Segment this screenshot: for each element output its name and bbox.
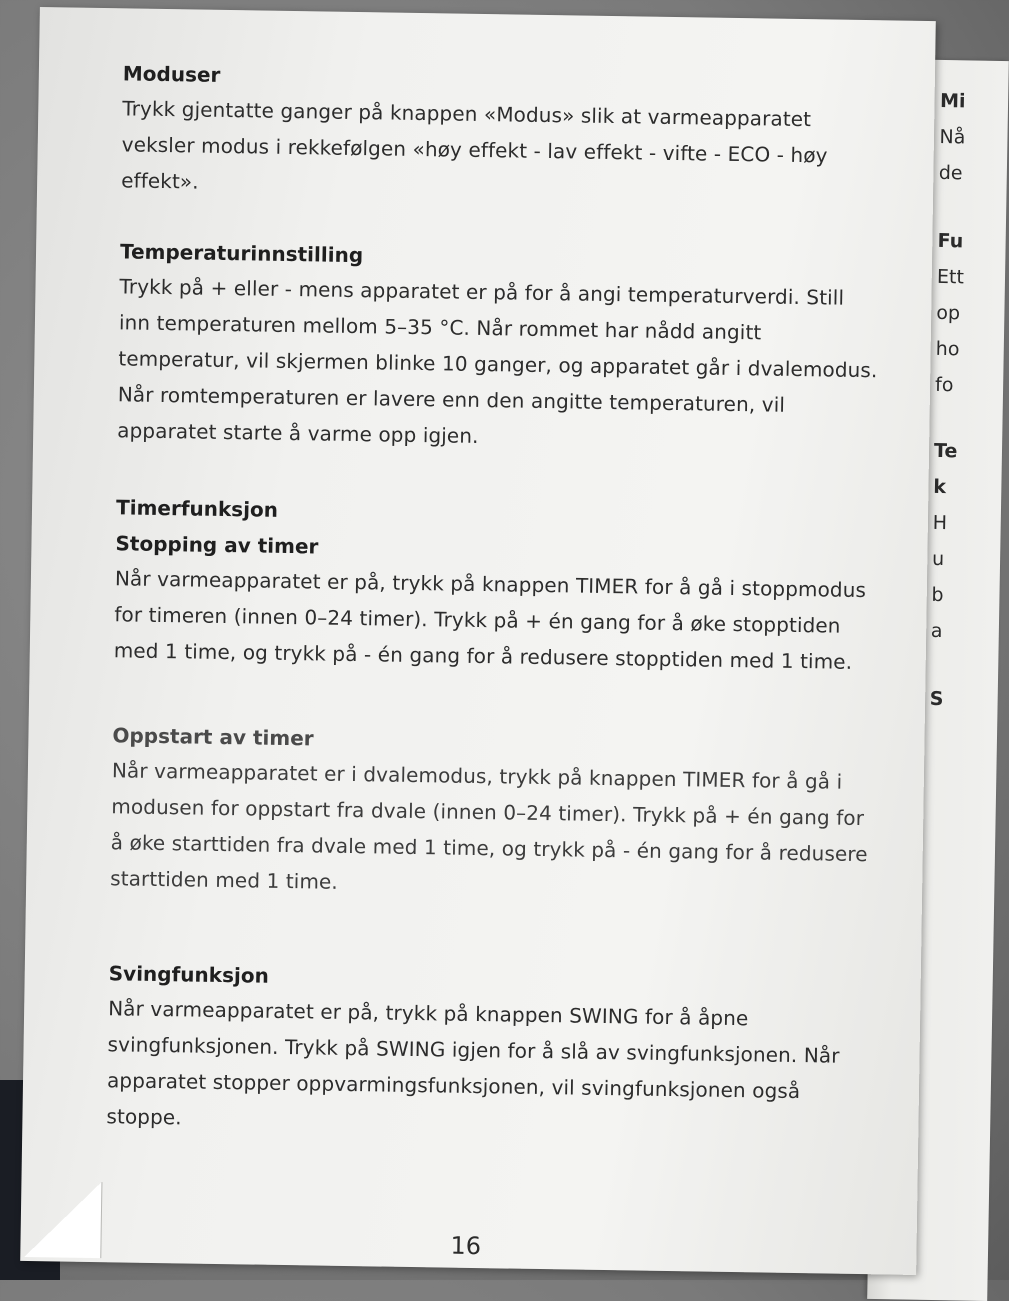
right-page-fragment: fo xyxy=(934,373,954,397)
folded-corner xyxy=(24,1181,102,1258)
right-page-fragment: S xyxy=(929,687,944,711)
section-moduser xyxy=(121,58,883,210)
right-page-fragment: de xyxy=(938,161,963,185)
right-page-fragment: Te xyxy=(933,439,958,463)
section-temperatur xyxy=(117,236,880,460)
right-page-fragment: u xyxy=(931,547,945,571)
section-body: Når varmeapparatet er i dvalemodus, trykk på knappen TIMER for å gå i modusen for oppstart fra dvale (innen 0–24 timer). Trykk på + én gang for å øke starttiden fra dvale med 1 time, og trykk på - én gang for å redusere starttiden med 1 time. xyxy=(110,758,868,894)
right-page-fragment: a xyxy=(930,619,943,643)
manual-page xyxy=(20,7,936,1275)
section-heading: Svingfunksjon xyxy=(108,961,269,988)
right-page-fragment: Nå xyxy=(939,125,966,149)
section-body: Trykk på + eller - mens apparatet er på for å angi temperaturverdi. Still inn temperaturen mellom 5–35 °C. Når rommet har nådd angitt temperatur, vil skjermen blinke 10 ganger, og apparatet går i dvalemodus. Når romtemperaturen er lavere enn den angitte temperaturen, vil apparatet starte å varme opp igjen. xyxy=(117,274,878,448)
right-page-fragment: k xyxy=(933,475,947,499)
right-page-fragment: Mi xyxy=(939,89,966,113)
section-heading: Temperaturinnstilling xyxy=(119,239,364,268)
section-sving xyxy=(106,958,869,1146)
section-heading: Timerfunksjon xyxy=(115,495,279,522)
subsection-heading: Stopping av timer xyxy=(115,531,319,559)
section-body: Trykk gjentatte ganger på knappen «Modus» slik at varmeapparatet veksler modus i rekkefølgen «høy effekt - lav effekt - vifte - ECO - høy effekt». xyxy=(121,96,828,194)
page-number: 16 xyxy=(450,1231,482,1261)
right-page-fragment: op xyxy=(936,301,961,325)
right-page-fragment: H xyxy=(932,511,948,535)
right-page-fragment: b xyxy=(931,583,944,607)
section-body: Når varmeapparatet er på, trykk på knappen SWING for å åpne svingfunksjonen. Trykk på SWING igjen for å slå av svingfunksjonen. Når apparatet stopper oppvarmingsfunksjonen, vil svingfunksjonen også stoppe. xyxy=(106,996,840,1130)
subsection-heading: Oppstart av timer xyxy=(112,723,314,751)
section-timer xyxy=(114,492,877,680)
page-content xyxy=(106,58,883,1130)
right-page-fragment: Ett xyxy=(936,265,965,289)
right-page-fragment: ho xyxy=(935,337,960,361)
section-heading: Moduser xyxy=(122,61,221,87)
section-timer-start xyxy=(110,720,873,908)
right-page-fragment: Fu xyxy=(937,229,964,253)
section-body: Når varmeapparatet er på, trykk på knappen TIMER for å gå i stoppmodus for timeren (innen 0–24 timer). Trykk på + én gang for å øke stopptiden med 1 time, og trykk på - én gang for å redusere stopptiden med 1 time. xyxy=(113,566,867,674)
